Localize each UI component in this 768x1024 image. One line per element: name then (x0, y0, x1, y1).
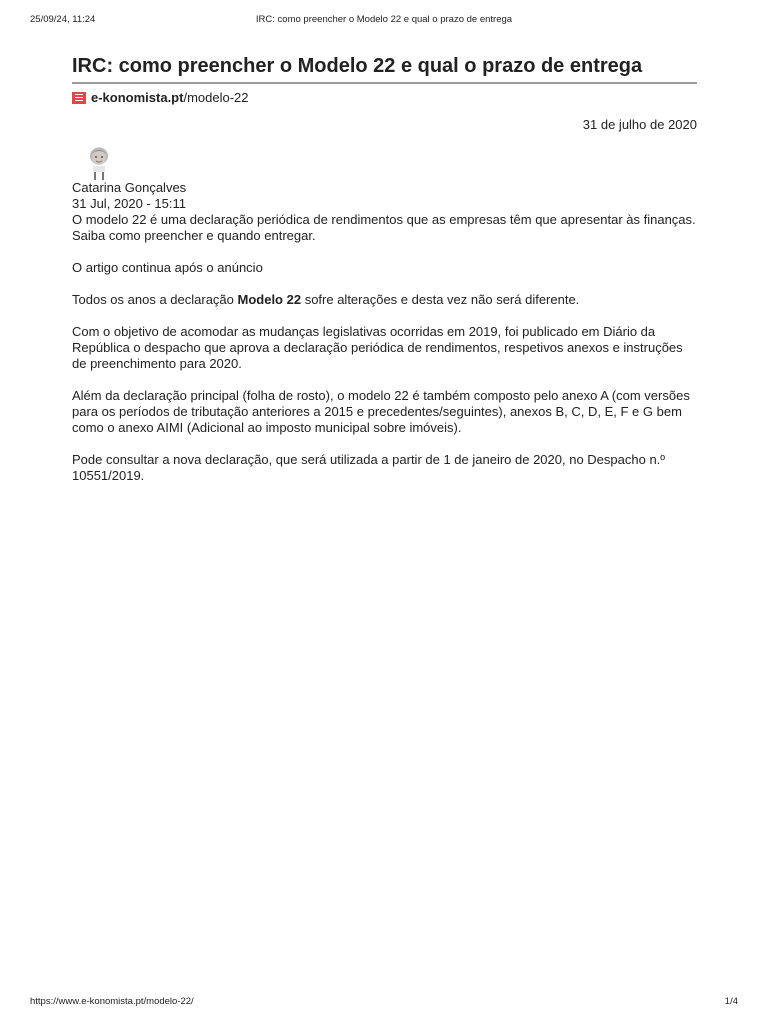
article-title: IRC: como preencher o Modelo 22 e qual o prazo de entrega (72, 55, 697, 84)
e-konomista-logo-icon (72, 92, 86, 104)
source-line (72, 90, 697, 105)
paragraph-text: Todos os anos a declaração (72, 292, 238, 307)
print-datetime: 25/09/24, 11:24 (30, 14, 96, 25)
author-datetime: 31 Jul, 2020 - 15:11 (72, 196, 186, 211)
page-number: 1/4 (724, 996, 738, 1007)
author-name: Catarina Gonçalves (72, 180, 187, 195)
author-avatar-icon (86, 146, 112, 180)
paragraph-modelo-22 (72, 292, 697, 308)
publish-date: 31 de julho de 2020 (582, 117, 697, 132)
print-url[interactable]: https://www.e-konomista.pt/modelo-22/ (30, 996, 194, 1007)
print-footer (30, 996, 738, 1008)
paragraph-text: sofre alterações e desta vez não será diferente. (301, 292, 580, 307)
paragraph-intro: O modelo 22 é uma declaração periódica de rendimentos que as empresas têm que apresentar às finanças. Saiba como preencher e quando entregar. (72, 212, 696, 243)
author-block (72, 180, 697, 212)
print-header (30, 14, 738, 28)
paragraph-anexos: Além da declaração principal (folha de rosto), o modelo 22 é também composto pelo anexo A (com versões para os períodos de tributação anteriores a 2015 e precedentes/seguintes), anexos B, C, D, E, F e G bem como o anexo AIMI (Adicional ao imposto municipal sobre imóveis). (72, 388, 690, 435)
paragraph-bold-term: Modelo 22 (237, 292, 302, 307)
paragraph-ad-notice: O artigo continua após o anúncio (72, 260, 263, 275)
source-domain[interactable]: e-konomista.pt (91, 90, 184, 105)
print-doc-title: IRC: como preencher o Modelo 22 e qual o prazo de entrega (255, 14, 513, 25)
paragraph-objective: Com o objetivo de acomodar as mudanças legislativas ocorridas em 2019, foi publicado em Diário da República o despacho que aprova a declaração periódica de rendimentos, respetivos anexos e instruções de preenchimento para 2020. (72, 324, 683, 371)
article-body (72, 212, 697, 484)
source-path[interactable]: /modelo-22 (183, 90, 249, 105)
paragraph-despacho: Pode consultar a nova declaração, que será utilizada a partir de 1 de janeiro de 2020, no Despacho n.º 10551/2019. (72, 452, 666, 483)
article (72, 55, 697, 500)
